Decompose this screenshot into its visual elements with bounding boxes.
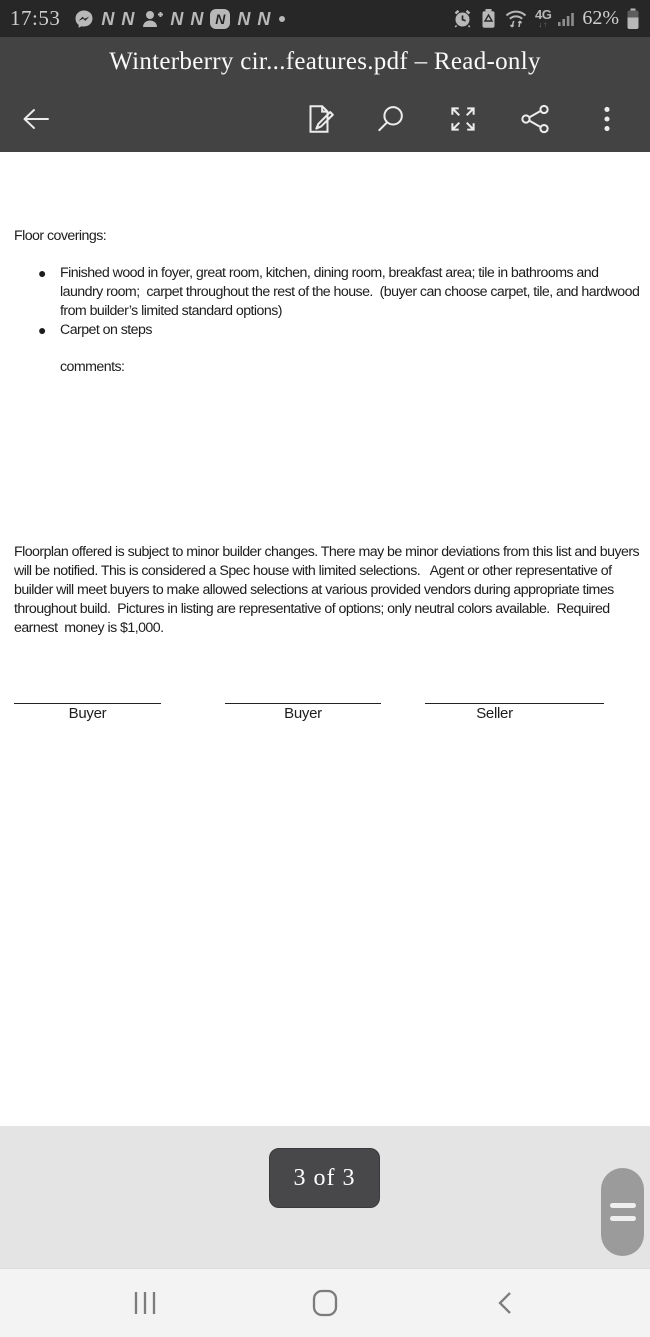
alarm-icon [452,8,473,29]
disclaimer-paragraph: Floorplan offered is subject to minor builder changes. There may be minor deviations from this list and buyers will be notified. This is considered a Spec house with limited selections. Agent or other representative of builder will meet buyers to make allowed selections at various provided vendors during appropriate times throughout build. Pictures in listing are representative of options; only neutral colors available. Required earnest money is $1,000. [14,544,643,636]
drag-handle-icon [610,1203,636,1208]
battery-icon [626,8,640,30]
n-notification-icon: N [257,8,271,29]
n-notification-icon: N [121,8,135,29]
n-notification-icon: N [170,8,184,29]
nav-recents-button[interactable] [118,1276,172,1330]
bullet-text: Finished wood in foyer, great room, kitchen, dining room, breakfast area; tile in bathrooms and laundry room; carpet throughout the rest of the house. (buyer can choose carpet, tile, and hardwood from builder’s limited standard options) [60,265,643,319]
share-button[interactable] [513,97,557,141]
more-notifications-dot [279,16,285,22]
search-button[interactable] [369,97,413,141]
bullet-list [0,264,643,340]
home-icon [309,1287,341,1319]
signature-line-buyer-2 [225,703,381,723]
more-options-button[interactable] [585,97,629,141]
clock-time: 17:53 [10,6,61,30]
n-notification-icon: N [237,8,251,29]
edit-icon [302,102,336,136]
status-bar [0,0,650,37]
section-heading: Floor coverings: [14,228,107,244]
scroll-handle[interactable] [601,1168,644,1256]
edit-annotate-button[interactable] [297,97,341,141]
bullet-text: Carpet on steps [60,322,152,338]
bullet-icon: ● [38,265,47,281]
n-notification-icon: N [101,8,115,29]
share-icon [518,102,552,136]
mobile-data-icon [535,8,551,29]
back-chevron-icon [491,1287,519,1319]
network-type-label: 4G [534,7,552,22]
toolbar-action-group [297,97,629,141]
signature-row [0,703,650,743]
n-notification-icon: N [190,8,204,29]
back-arrow-icon [18,102,54,136]
toolbar [0,86,650,152]
signature-label: Buyer [284,705,322,722]
navigation-bar [0,1268,650,1337]
list-item [0,321,640,340]
battery-percent: 62% [582,7,619,29]
document-title: Winterberry cir...features.pdf – Read-only [109,47,541,75]
fullscreen-expand-icon [446,102,480,136]
bullet-icon: ● [38,322,47,338]
list-item [0,264,643,321]
signal-strength-icon [558,10,575,27]
drag-handle-icon [610,1216,636,1221]
messenger-icon [74,9,94,29]
pager-band [0,1126,650,1268]
status-bar-right [452,7,640,30]
pdf-page [0,152,650,1126]
status-bar-left [10,6,285,31]
back-button[interactable] [14,97,58,141]
notification-icons [74,9,285,29]
recents-icon [132,1288,158,1318]
battery-saver-icon [480,8,497,29]
nav-back-button[interactable] [478,1276,532,1330]
page-indicator-badge: 3 of 3 [269,1148,380,1208]
data-arrows-icon: ↓↑ [538,20,549,29]
wifi-icon [504,8,528,29]
fullscreen-button[interactable] [441,97,485,141]
nav-home-button[interactable] [298,1276,352,1330]
search-icon [374,102,408,136]
comments-label: comments: [60,359,125,375]
signature-line-buyer-1 [14,703,161,723]
more-vert-icon [590,102,624,136]
signature-label: Seller [476,705,513,722]
title-row [0,37,650,86]
n-badge-notification-icon: N [210,9,230,29]
app-bar [0,37,650,152]
contact-add-icon [141,9,163,29]
signature-line-seller [425,703,604,723]
signature-label: Buyer [68,705,107,722]
